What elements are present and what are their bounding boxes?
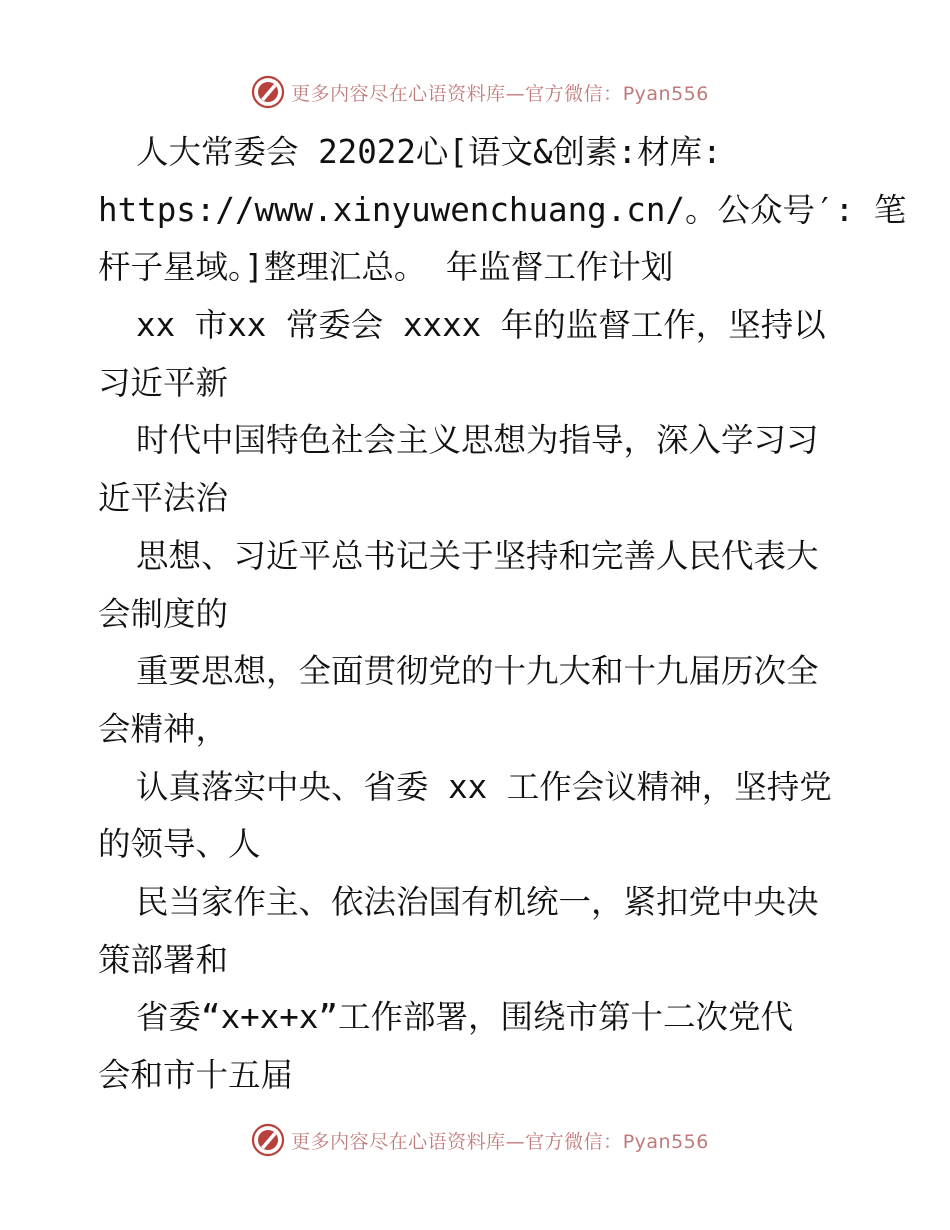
document-line: 会精神， bbox=[98, 709, 229, 748]
footer-banner-site: 更多内容尽在心语资料库— bbox=[291, 1130, 526, 1153]
footer-banner-wechat-id: Pyan556 bbox=[622, 1130, 709, 1153]
document-line: https://www.xinyuwenchuang.cn/。公众号′: 笔 bbox=[98, 190, 907, 229]
header-banner bbox=[0, 72, 950, 112]
document-line: 策部署和 bbox=[98, 940, 229, 979]
header-banner-inner bbox=[241, 75, 709, 109]
header-banner-wechat-label: 官方微信： bbox=[525, 82, 623, 105]
document-line: xx 市xx 常委会 xxxx 年的监督工作，坚持以 bbox=[136, 306, 826, 345]
document-line: 思想、习近平总书记关于坚持和完善人民代表大 bbox=[136, 536, 819, 575]
document-line: 省委“x+x+x”工作部署，围绕市第十二次党代 bbox=[136, 998, 793, 1037]
document-line: 人大常委会 22022心[语文&创素:材库: bbox=[136, 133, 722, 171]
document-line: 近平法治 bbox=[98, 479, 229, 518]
document-body bbox=[98, 124, 907, 1105]
document-line: 重要思想，全面贯彻党的十九大和十九届历次全 bbox=[136, 652, 819, 691]
document-line: 杆子星域。]整理汇总。 年监督工作计划 bbox=[98, 248, 674, 287]
quill-pen-logo-icon bbox=[251, 1123, 285, 1157]
footer-banner-text bbox=[291, 1127, 709, 1154]
header-banner-site: 更多内容尽在心语资料库— bbox=[291, 82, 526, 105]
document-line: 民当家作主、依法治国有机统一，紧扣党中央决 bbox=[136, 882, 819, 921]
document-line: 时代中国特色社会主义思想为指导，深入学习习 bbox=[136, 421, 819, 460]
footer-banner-wechat-label: 官方微信： bbox=[525, 1130, 623, 1153]
document-line: 的领导、人 bbox=[98, 825, 261, 864]
document-line: 习近平新 bbox=[98, 363, 229, 402]
footer-banner bbox=[0, 1120, 950, 1160]
quill-pen-logo-icon bbox=[251, 75, 285, 109]
header-banner-text bbox=[291, 79, 709, 106]
document-line: 会制度的 bbox=[98, 594, 229, 633]
footer-banner-inner bbox=[241, 1123, 709, 1157]
document-line: 认真落实中央、省委 xx 工作会议精神，坚持党 bbox=[136, 767, 832, 806]
header-banner-wechat-id: Pyan556 bbox=[622, 82, 709, 105]
document-line: 会和市十五届 bbox=[98, 1056, 294, 1094]
